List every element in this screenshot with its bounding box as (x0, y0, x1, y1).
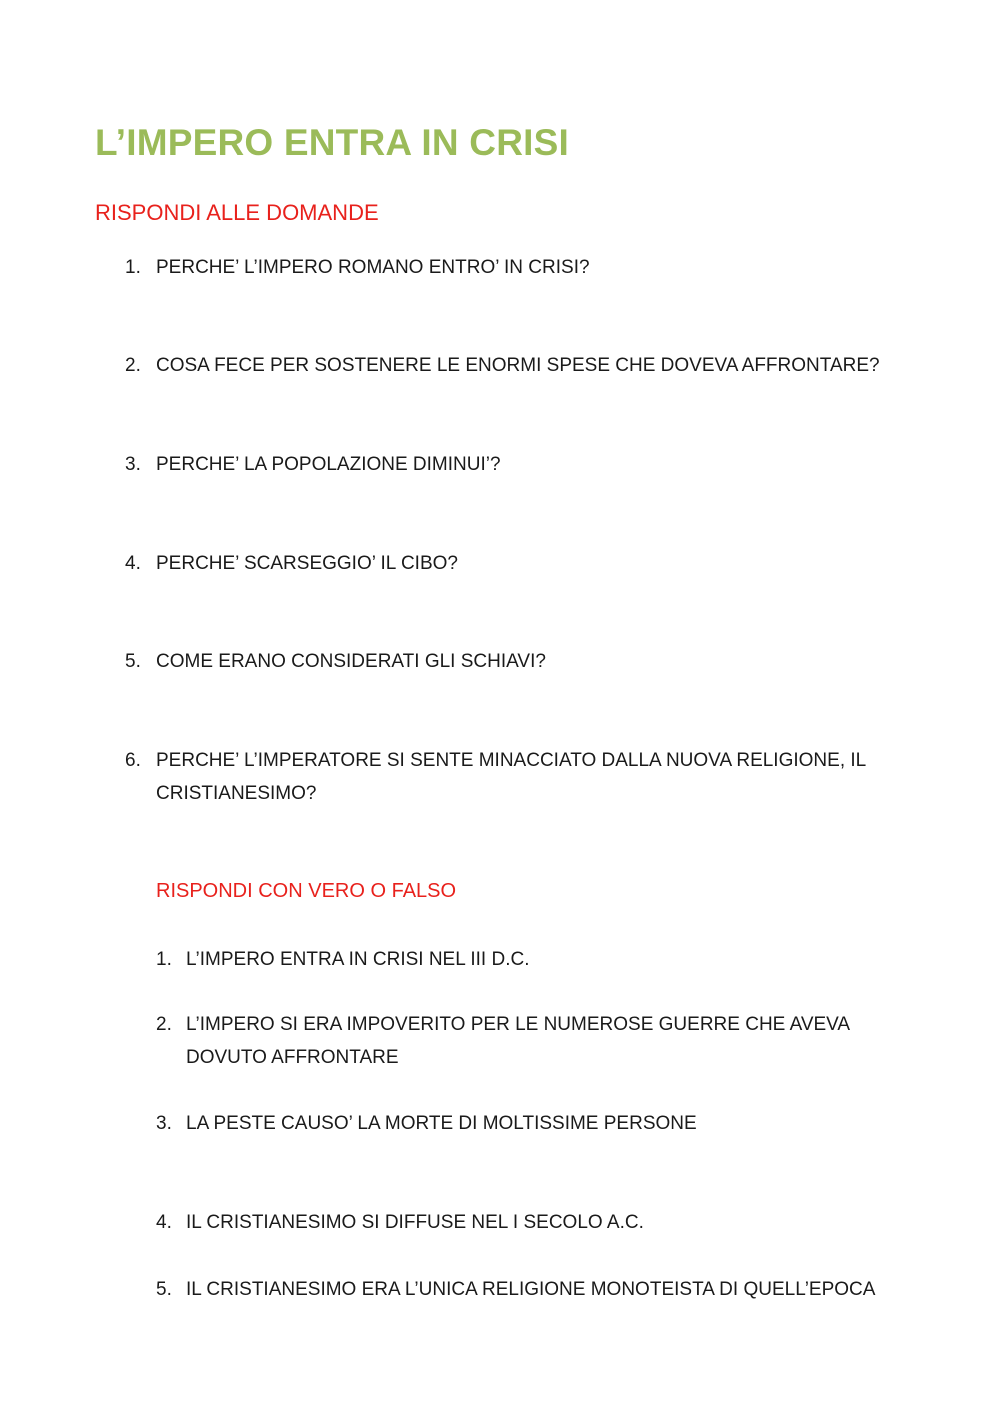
question-number: 4. (125, 553, 141, 574)
question-text: COSA FECE PER SOSTENERE LE ENORMI SPESE CHE DOVEVA AFFRONTARE? (156, 355, 880, 376)
statement-number: 3. (156, 1113, 172, 1134)
question-number: 2. (125, 355, 141, 376)
question-item (125, 448, 936, 481)
question-item (125, 251, 936, 284)
statement-item (156, 1008, 926, 1074)
statement-text: IL CRISTIANESIMO SI DIFFUSE NEL I SECOLO A.C. (186, 1212, 644, 1233)
statement-text: L’IMPERO SI ERA IMPOVERITO PER LE NUMEROSE GUERRE CHE AVEVA DOVUTO AFFRONTARE (186, 1014, 850, 1068)
question-number: 6. (125, 750, 141, 771)
question-item (125, 645, 936, 678)
question-text: PERCHE’ L’IMPERO ROMANO ENTRO’ IN CRISI? (156, 257, 590, 278)
statement-number: 4. (156, 1212, 172, 1233)
statement-item (156, 943, 946, 976)
question-text: COME ERANO CONSIDERATI GLI SCHIAVI? (156, 651, 546, 672)
statement-item (156, 1206, 946, 1239)
question-item (125, 744, 936, 810)
section-heading-questions: RISPONDI ALLE DOMANDE (95, 200, 379, 225)
statement-number: 1. (156, 949, 172, 970)
statement-item (156, 1273, 976, 1306)
statement-text: IL CRISTIANESIMO ERA L’UNICA RELIGIONE MONOTEISTA DI QUELL’EPOCA (186, 1279, 876, 1300)
statement-number: 2. (156, 1014, 172, 1035)
question-item (125, 349, 936, 382)
question-text: PERCHE’ L’IMPERATORE SI SENTE MINACCIATO DALLA NUOVA RELIGIONE, IL CRISTIANESIMO? (156, 750, 866, 804)
statement-text: LA PESTE CAUSO’ LA MORTE DI MOLTISSIME PERSONE (186, 1113, 697, 1134)
question-number: 5. (125, 651, 141, 672)
statement-item (156, 1107, 946, 1140)
statement-text: L’IMPERO ENTRA IN CRISI NEL III D.C. (186, 949, 530, 970)
section-heading-true-false: RISPONDI CON VERO O FALSO (156, 880, 457, 902)
page-title: L’IMPERO ENTRA IN CRISI (95, 122, 569, 163)
question-number: 3. (125, 454, 141, 475)
question-number: 1. (125, 257, 141, 278)
question-text: PERCHE’ SCARSEGGIO’ IL CIBO? (156, 553, 458, 574)
question-item (125, 547, 936, 580)
question-text: PERCHE’ LA POPOLAZIONE DIMINUI’? (156, 454, 501, 475)
statement-number: 5. (156, 1279, 172, 1300)
